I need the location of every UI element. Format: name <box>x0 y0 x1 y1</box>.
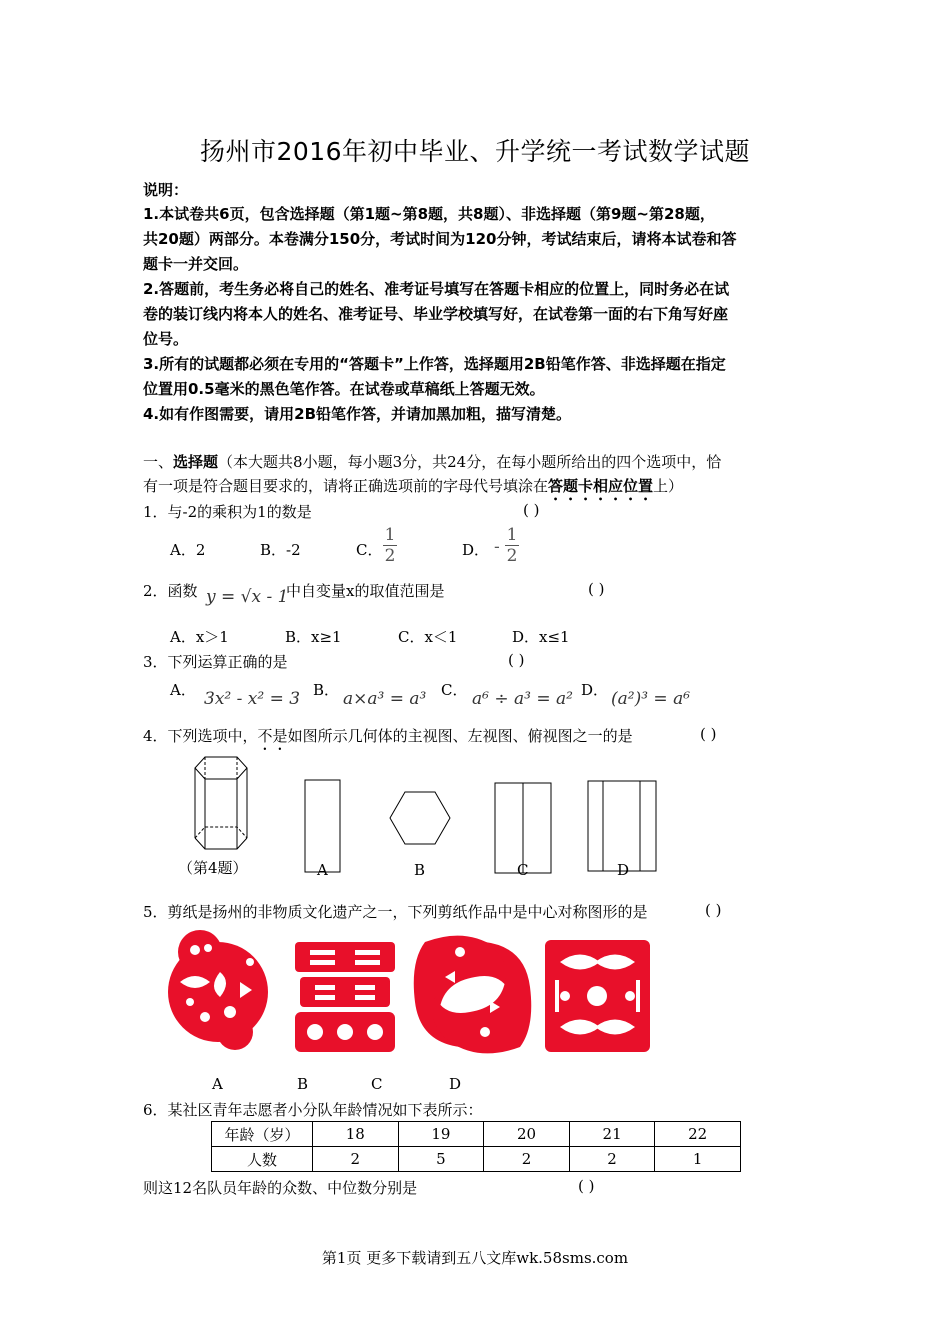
q3-formula-d: (a²)³ = a⁶ <box>611 689 691 709</box>
q4-stem-emphasis: 不是 <box>257 727 288 745</box>
option-c-rectangles <box>495 783 551 873</box>
q2-option-b: B．x≥1 <box>285 628 342 646</box>
q4-answer-paren: ( ) <box>700 725 717 743</box>
papercut-b <box>295 942 395 1052</box>
q4-label-d: D <box>617 861 630 879</box>
q4-label-b: B <box>414 861 426 879</box>
q5-answer-paren: ( ) <box>705 901 722 919</box>
page-title: 扬州市2016年初中毕业、升学统一考试数学试题 <box>199 137 751 166</box>
table-cell: 20 <box>484 1122 570 1147</box>
q1-option-b: B．-2 <box>260 541 301 559</box>
q1-option-d: D． <box>462 541 490 559</box>
q3-answer-paren: ( ) <box>508 651 525 669</box>
q6-answer-paren: ( ) <box>578 1177 595 1195</box>
q3-option-b: B． <box>313 681 340 699</box>
q2-stem-pre: 2．函数 <box>143 582 198 600</box>
section-label: 一、 <box>143 453 174 471</box>
q4-stem <box>143 725 633 754</box>
q6-question: 则这12名队员年龄的众数、中位数分别是 <box>143 1179 418 1197</box>
q2-option-d: D．x≤1 <box>512 628 570 646</box>
table-cell: 人数 <box>212 1147 313 1172</box>
q2-option-c: C．x＜1 <box>398 628 458 646</box>
q5-label-d: D <box>449 1075 462 1093</box>
section-desc: （本大题共8小题，每小题3分，共24分，在每小题所给出的四个选项中，恰 <box>218 453 722 471</box>
fraction-denominator: 2 <box>506 546 518 566</box>
instruction-line: 共20题）两部分。本卷满分150分，考试时间为120分钟，考试结束后，请将本试卷和答 <box>143 230 737 248</box>
q5-stem: 5．剪纸是扬州的非物质文化遗产之一，下列剪纸作品中是中心对称图形的是 <box>143 903 648 921</box>
table-cell: 5 <box>398 1147 484 1172</box>
instruction-line: 位置用0.5毫米的黑色笔作答。在试卷或草稿纸上答题无效。 <box>143 380 545 398</box>
option-b-hexagon <box>390 792 450 844</box>
table-cell: 2 <box>484 1147 570 1172</box>
section-header <box>143 451 721 472</box>
table-cell: 18 <box>313 1122 399 1147</box>
section-desc-pre: 有一项是符合题目要求的，请将正确选项前的字母代号填涂在 <box>143 477 549 495</box>
section-desc-emphasis: 答题卡相应位置 <box>548 477 654 495</box>
q4-label-c: C <box>517 861 529 879</box>
table-cell: 2 <box>569 1147 655 1172</box>
instruction-line: 3.所有的试题都必须在专用的“答题卡”上作答，选择题用2B铅笔作答、非选择题在指定 <box>143 355 726 373</box>
fraction-numerator: 1 <box>384 525 396 545</box>
section-bold-title: 选择题 <box>173 453 219 471</box>
table-cell: 22 <box>655 1122 741 1147</box>
q3-formula-b: a×a³ = a³ <box>343 689 427 709</box>
instruction-line: 卷的装订线内将本人的姓名、准考证号、毕业学校填写好，在试卷第一面的右下角写好座 <box>143 305 729 323</box>
section-desc-post: 上） <box>653 477 684 495</box>
q1-option-c: C． <box>356 541 383 559</box>
option-a-rectangle <box>305 780 340 872</box>
table-cell: 21 <box>569 1122 655 1147</box>
q5-label-a: A <box>212 1075 223 1093</box>
q1-fraction-c <box>383 525 397 566</box>
papercut-d <box>545 940 650 1052</box>
q2-stem-post: 中自变量x的取值范围是 <box>286 582 445 600</box>
table-cell: 年龄（岁） <box>212 1122 313 1147</box>
q5-label-c: C <box>371 1075 383 1093</box>
q3-stem: 3．下列运算正确的是 <box>143 653 288 671</box>
papercut-c <box>414 936 532 1054</box>
table-cell: 19 <box>398 1122 484 1147</box>
q4-stem-pre: 4．下列选项中， <box>143 727 258 745</box>
q6-age-table <box>211 1121 741 1172</box>
hexagonal-prism-figure <box>195 757 247 849</box>
q3-formula-a: 3x² - x² = 3 <box>204 689 301 709</box>
table-cell: 1 <box>655 1147 741 1172</box>
q3-option-d: D． <box>581 681 609 699</box>
instruction-line: 位号。 <box>143 330 189 348</box>
instruction-line: 4.如有作图需要，请用2B铅笔作答，并请加黑加粗，描写清楚。 <box>143 405 572 423</box>
q5-label-b: B <box>297 1075 309 1093</box>
instruction-line: 1.本试卷共6页，包含选择题（第1题~第8题，共8题）、非选择题（第9题~第28题， <box>143 205 715 223</box>
papercut-a <box>168 930 268 1050</box>
q2-formula: y = √x - 1 <box>206 587 289 607</box>
q1-minus-sign: - <box>494 537 500 557</box>
q1-answer-paren: ( ) <box>523 501 540 519</box>
q3-option-a: A． <box>170 681 196 699</box>
q5-paper-cuts <box>160 922 660 1062</box>
q4-label-a: A <box>317 861 328 879</box>
q3-formula-c: a⁶ ÷ a³ = a² <box>472 689 573 709</box>
table-row <box>212 1122 741 1147</box>
q6-stem: 6．某社区青年志愿者小分队年龄情况如下表所示： <box>143 1101 483 1119</box>
instruction-line: 2.答题前，考生务必将自己的姓名、准考证号填写在答题卡相应的位置上，同时务必在试 <box>143 280 730 298</box>
fraction-numerator: 1 <box>506 525 518 545</box>
q4-figure-caption: （第4题） <box>178 859 248 877</box>
q1-option-a: A．2 <box>170 541 206 559</box>
option-d-rectangles <box>588 781 656 871</box>
q4-figure <box>185 752 675 882</box>
instructions-heading: 说明： <box>143 181 189 199</box>
table-row <box>212 1147 741 1172</box>
section-desc-line2 <box>143 475 683 504</box>
table-cell: 2 <box>313 1147 399 1172</box>
q2-option-a: A．x＞1 <box>170 628 229 646</box>
q1-stem: 1．与-2的乘积为1的数是 <box>143 503 312 521</box>
page-footer: 第1页 更多下载请到五八文库wk.58sms.com <box>321 1249 629 1267</box>
q4-stem-post: 如图所示几何体的主视图、左视图、俯视图之一的是 <box>287 727 633 745</box>
q2-answer-paren: ( ) <box>588 580 605 598</box>
q3-option-c: C． <box>441 681 468 699</box>
instruction-line: 题卡一并交回。 <box>143 255 249 273</box>
q1-fraction-d <box>505 525 519 566</box>
fraction-denominator: 2 <box>384 546 396 566</box>
